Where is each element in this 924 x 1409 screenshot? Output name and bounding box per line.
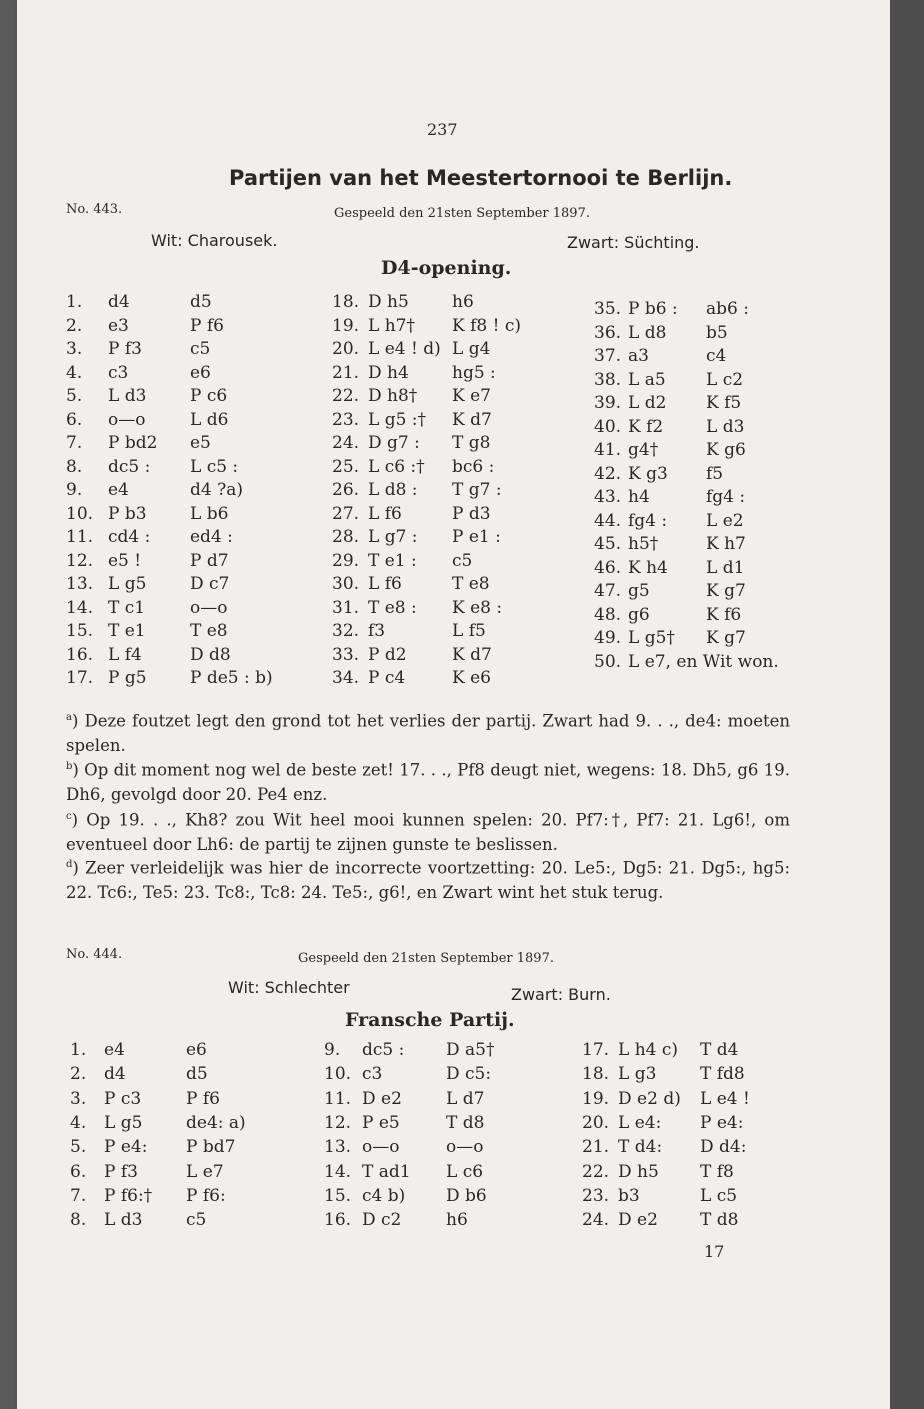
move-number: 15.	[324, 1185, 352, 1206]
white-move: d4	[108, 292, 130, 312]
move-number: 48.	[594, 604, 622, 625]
white-move: e4	[104, 1040, 125, 1060]
white-move: D h5	[618, 1161, 659, 1182]
black-move: D b6	[446, 1185, 487, 1206]
black-move: P f6	[186, 1088, 220, 1109]
white-move: P f3	[108, 339, 142, 359]
move-number: 18.	[332, 292, 360, 312]
black-move: L f5	[452, 621, 486, 641]
white-move: L g5 :†	[368, 409, 427, 430]
move-number: 3.	[70, 1088, 87, 1109]
black-move: K g7	[706, 628, 746, 648]
move-number: 45.	[594, 534, 622, 554]
move-number: 4.	[66, 362, 83, 383]
game-number: No. 443.	[66, 202, 123, 217]
black-move: K h7	[706, 534, 746, 554]
game-date: Gespeeld den 21sten September 1897.	[334, 206, 590, 221]
move-number: 12.	[66, 550, 94, 571]
move-number: 29.	[332, 550, 360, 571]
footnote-c: $^c$) Op 19. . ., Kh8? zou Wit heel mooi kunnen spelen: 20. Pf7:†, Pf7: 21. Lg6!, om eventueel door Lh6: de partij te zijnen gunste te beslissen.	[66, 810, 790, 854]
move-number: 3.	[66, 339, 83, 359]
white-move: L g5†	[628, 628, 675, 648]
white-move: L e4 ! d)	[368, 339, 441, 359]
move-number: 4.	[70, 1112, 87, 1133]
black-player: Zwart: Süchting.	[567, 233, 700, 252]
white-move: f3	[368, 621, 386, 641]
move-number: 7.	[70, 1185, 87, 1206]
game-date: Gespeeld den 21sten September 1897.	[298, 951, 554, 966]
white-move: L e7, en Wit won.	[628, 651, 779, 672]
white-move: fg4 :	[628, 510, 668, 531]
move-number: 47.	[594, 581, 622, 601]
move-number: 42.	[594, 463, 622, 484]
white-move: L h4 c)	[618, 1040, 679, 1060]
black-move: e5	[190, 433, 211, 453]
white-move: P e5	[362, 1112, 400, 1133]
white-move: P g5	[108, 668, 147, 688]
black-move: ed4 :	[190, 527, 233, 547]
black-move: c5	[186, 1210, 207, 1231]
black-move: f5	[706, 463, 724, 484]
black-player: Zwart: Burn.	[511, 985, 611, 1004]
move-number: 50.	[594, 651, 622, 672]
scan-background	[890, 0, 924, 1409]
black-move: P e4:	[700, 1112, 744, 1133]
move-number: 10.	[324, 1064, 352, 1085]
white-move: T e1 :	[368, 550, 417, 571]
black-move: T d8	[446, 1112, 485, 1133]
white-move: c4 b)	[362, 1185, 406, 1206]
move-number: 11.	[324, 1088, 352, 1109]
white-move: d4	[104, 1064, 126, 1085]
black-move: h6	[446, 1210, 468, 1231]
move-number: 11.	[66, 527, 94, 547]
move-number: 31.	[332, 597, 360, 618]
move-number: 1.	[66, 292, 83, 312]
black-move: d5	[186, 1064, 208, 1085]
page-heading: Partijen van het Meestertornooi te Berlijn.	[229, 166, 733, 190]
white-move: K f2	[628, 416, 664, 437]
move-number: 18.	[582, 1064, 610, 1085]
black-move: c5	[452, 550, 473, 571]
black-move: P f6	[190, 315, 224, 336]
move-number: 35.	[594, 299, 622, 319]
white-move: cd4 :	[108, 527, 151, 547]
white-move: L f6	[368, 574, 402, 594]
white-move: T e8 :	[368, 597, 417, 618]
black-move: K f6	[706, 604, 742, 625]
black-move: L e4 !	[700, 1088, 750, 1109]
move-number: 40.	[594, 416, 622, 437]
white-move: h5†	[628, 534, 659, 554]
move-number: 5.	[66, 386, 83, 406]
black-move: bc6 :	[452, 456, 495, 477]
black-move: D d4:	[700, 1137, 747, 1158]
white-move: L d3	[108, 386, 147, 406]
move-number: 34.	[332, 668, 360, 688]
black-move: D d8	[190, 644, 231, 665]
black-move: D a5†	[446, 1040, 495, 1060]
white-move: g6	[628, 604, 650, 625]
white-move: L d3	[104, 1210, 143, 1231]
black-move: T g8	[452, 433, 491, 453]
black-move: L d6	[190, 409, 229, 430]
white-move: L f4	[108, 644, 142, 665]
white-move: dc5 :	[362, 1040, 405, 1060]
black-move: L b6	[190, 503, 229, 524]
move-number: 2.	[70, 1064, 87, 1085]
white-move: L f6	[368, 503, 402, 524]
black-move: K g6	[706, 440, 746, 460]
black-move: T e8	[190, 621, 228, 641]
white-move: D g7 :	[368, 433, 420, 453]
opening-name: D4-opening.	[381, 257, 512, 279]
white-move: K h4	[628, 557, 668, 578]
black-move: o—o	[190, 597, 228, 618]
white-move: D h5	[368, 292, 409, 312]
white-move: L d8 :	[368, 480, 418, 500]
footnote-b: $^b$) Op dit moment nog wel de beste zet! 17. . ., Pf8 deugt niet, wegens: 18. Dh5, g6 19. Dh6, gevolgd door 20. Pe4 enz.	[66, 760, 790, 804]
white-move: L c6 :†	[368, 456, 425, 477]
black-move: P f6:	[186, 1185, 226, 1206]
black-move: K e7	[452, 386, 491, 406]
move-number: 46.	[594, 557, 622, 578]
move-number: 25.	[332, 456, 360, 477]
white-move: b3	[618, 1185, 640, 1206]
move-number: 44.	[594, 510, 622, 531]
white-move: L h7†	[368, 315, 415, 336]
white-move: h4	[628, 487, 650, 507]
white-move: D c2	[362, 1210, 402, 1231]
white-move: P e4:	[104, 1137, 148, 1158]
signature-mark: 17	[704, 1242, 725, 1261]
white-move: L g5	[104, 1112, 143, 1133]
black-move: fg4 :	[706, 487, 746, 507]
black-move: D c5:	[446, 1064, 492, 1085]
black-move: L e7	[186, 1161, 224, 1182]
white-move: P b6 :	[628, 299, 678, 319]
white-move: L d2	[628, 393, 667, 413]
move-number: 23.	[332, 409, 360, 430]
black-move: T g7 :	[452, 480, 502, 500]
move-number: 41.	[594, 440, 622, 460]
move-number: 15.	[66, 621, 94, 641]
white-move: L g7 :	[368, 527, 418, 547]
white-move: P d2	[368, 644, 407, 665]
move-number: 28.	[332, 527, 360, 547]
move-number: 30.	[332, 574, 360, 594]
black-move: P e1 :	[452, 527, 501, 547]
white-move: D h4	[368, 362, 409, 383]
move-number: 14.	[324, 1161, 352, 1182]
white-move: T ad1	[362, 1161, 411, 1182]
black-move: L c2	[706, 369, 744, 390]
black-move: K e6	[452, 668, 491, 688]
black-move: K e8 :	[452, 597, 503, 618]
move-number: 26.	[332, 480, 360, 500]
white-move: o—o	[108, 409, 146, 430]
black-move: L g4	[452, 339, 491, 359]
white-move: P b3	[108, 503, 147, 524]
black-move: T e8	[452, 574, 490, 594]
black-move: d4 ?a)	[190, 480, 243, 500]
white-move: D e2	[362, 1088, 402, 1109]
move-number: 9.	[324, 1040, 341, 1060]
white-move: L a5	[628, 369, 666, 390]
black-move: c5	[190, 339, 211, 359]
move-number: 13.	[324, 1137, 352, 1158]
black-move: L d3	[706, 416, 745, 437]
move-number: 13.	[66, 574, 94, 594]
move-number: 6.	[66, 409, 83, 430]
black-move: d5	[190, 292, 212, 312]
move-number: 5.	[70, 1137, 87, 1158]
move-number: 9.	[66, 480, 83, 500]
black-move: L d7	[446, 1088, 485, 1109]
move-number: 36.	[594, 322, 622, 343]
footnote-a: $^a$) Deze foutzet legt den grond tot het verlies der partij. Zwart had 9. . ., de4: moeten spelen.	[66, 711, 790, 755]
black-move: b5	[706, 322, 728, 343]
white-move: T e1	[108, 621, 146, 641]
white-move: o—o	[362, 1137, 400, 1158]
white-move: D e2 d)	[618, 1088, 681, 1109]
white-move: e4	[108, 480, 129, 500]
black-move: P d7	[190, 550, 229, 571]
move-number: 32.	[332, 621, 360, 641]
black-move: e6	[186, 1040, 207, 1060]
black-move: K f8 ! c)	[452, 315, 522, 336]
black-move: L d1	[706, 557, 745, 578]
black-move: hg5 :	[452, 362, 496, 383]
white-move: L g5	[108, 574, 147, 594]
opening-name: Fransche Partij.	[345, 1009, 515, 1031]
move-number: 39.	[594, 393, 622, 413]
move-number: 23.	[582, 1185, 610, 1206]
white-move: T d4:	[618, 1137, 663, 1158]
black-move: de4: a)	[186, 1112, 246, 1133]
white-move: T c1	[108, 597, 146, 618]
black-move: K d7	[452, 644, 492, 665]
black-move: P c6	[190, 386, 228, 406]
move-number: 24.	[582, 1210, 610, 1231]
move-number: 6.	[70, 1161, 87, 1182]
black-move: L c5 :	[190, 456, 239, 477]
move-number: 19.	[582, 1088, 610, 1109]
white-move: L d8	[628, 322, 667, 343]
move-number: 38.	[594, 369, 622, 390]
move-number: 22.	[582, 1161, 610, 1182]
move-number: 10.	[66, 503, 94, 524]
black-move: T f8	[700, 1161, 734, 1182]
move-number: 27.	[332, 503, 360, 524]
black-move: c4	[706, 346, 727, 366]
move-number: 8.	[66, 456, 83, 477]
move-number: 8.	[70, 1210, 87, 1231]
black-move: T fd8	[700, 1064, 745, 1085]
move-number: 21.	[332, 362, 360, 383]
white-move: P f3	[104, 1161, 138, 1182]
white-move: P c4	[368, 668, 406, 688]
black-move: P d3	[452, 503, 491, 524]
black-move: L c5	[700, 1185, 738, 1206]
black-move: L c6	[446, 1161, 484, 1182]
move-number: 19.	[332, 315, 360, 336]
black-move: K f5	[706, 393, 742, 413]
black-move: e6	[190, 362, 211, 383]
move-number: 14.	[66, 597, 94, 618]
footnote-d: $^d$) Zeer verleidelijk was hier de incorrecte voortzetting: 20. Le5:, Dg5: 21. Dg5:, hg5: 22. Tc6:, Te5: 23. Tc8:, Tc8: 24. Te5:, g6!, en Zwart wint het stuk terug.	[66, 858, 790, 902]
move-number: 2.	[66, 315, 83, 336]
white-move: dc5 :	[108, 456, 151, 477]
move-number: 16.	[324, 1210, 352, 1231]
white-player: Wit: Schlechter	[228, 978, 350, 997]
white-move: P c3	[104, 1088, 142, 1109]
white-move: P f6:†	[104, 1185, 153, 1206]
black-move: K g7	[706, 581, 746, 601]
move-number: 24.	[332, 433, 360, 453]
move-number: 17.	[66, 668, 94, 688]
white-player: Wit: Charousek.	[151, 231, 278, 250]
black-move: T d4	[700, 1040, 739, 1060]
black-move: D c7	[190, 574, 230, 594]
move-number: 1.	[70, 1040, 87, 1060]
white-move: c3	[108, 362, 129, 383]
black-move: P bd7	[186, 1137, 236, 1158]
move-number: 7.	[66, 433, 83, 453]
white-move: e3	[108, 315, 129, 336]
black-move: T d8	[700, 1210, 739, 1231]
black-move: K d7	[452, 409, 492, 430]
move-number: 17.	[582, 1040, 610, 1060]
white-move: g5	[628, 581, 650, 601]
move-number: 20.	[332, 339, 360, 359]
white-move: P bd2	[108, 433, 158, 453]
white-move: L g3	[618, 1064, 657, 1085]
game-number: No. 444.	[66, 947, 123, 962]
white-move: L e4:	[618, 1112, 662, 1133]
black-move: ab6 :	[706, 299, 749, 319]
black-move: o—o	[446, 1137, 484, 1158]
black-move: P de5 : b)	[190, 668, 273, 688]
white-move: a3	[628, 346, 649, 366]
move-number: 49.	[594, 628, 622, 648]
black-move: h6	[452, 292, 474, 312]
white-move: g4†	[628, 440, 659, 460]
move-number: 43.	[594, 487, 622, 507]
move-number: 33.	[332, 644, 360, 665]
move-number: 21.	[582, 1137, 610, 1158]
move-number: 22.	[332, 386, 360, 406]
move-number: 16.	[66, 644, 94, 665]
black-move: L e2	[706, 510, 744, 531]
move-number: 37.	[594, 346, 622, 366]
white-move: D h8†	[368, 386, 418, 406]
white-move: D e2	[618, 1210, 658, 1231]
page-number: 237	[427, 120, 458, 139]
move-number: 20.	[582, 1112, 610, 1133]
move-number: 12.	[324, 1112, 352, 1133]
white-move: e5 !	[108, 550, 142, 571]
white-move: c3	[362, 1064, 383, 1085]
white-move: K g3	[628, 463, 668, 484]
